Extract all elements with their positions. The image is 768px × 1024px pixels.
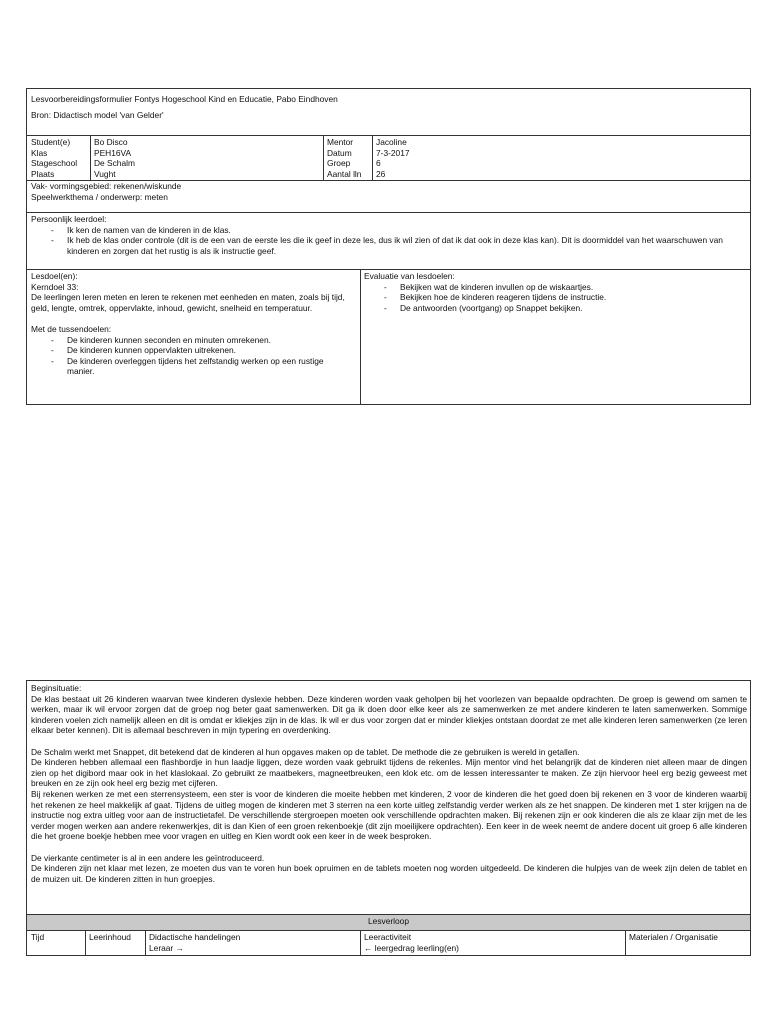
label-groep: Groep	[327, 158, 351, 169]
kerndoel-label: Kerndoel 33:	[31, 281, 79, 292]
label-mentor: Mentor	[327, 137, 354, 147]
col-materials: Materialen / Organisatie	[629, 932, 718, 942]
col-activity: Leeractiviteit	[364, 932, 412, 942]
form-source: Bron: Didactisch model 'van Gelder'	[31, 110, 164, 120]
lesson-form-top	[26, 88, 751, 405]
subject-section	[31, 181, 181, 202]
value-klas: PEH16VA	[94, 147, 132, 158]
label-klas: Klas	[31, 147, 48, 158]
personal-goal-item: - Ik heb de klas onder controle (dit is de een van de eerste les die ik geef in deze les, dus ik wil zien of dat ik dat ook in deze klas kan). Dit is doormiddel van het waarschuwen van kinderen en zorgen dat het rustig is als ik instructie geef.	[31, 235, 746, 256]
lesson-goals-description: De leerlingen leren meten en leren te rekenen met eenheden en maten, zoals bij tijd, geld, lengte, omtrek, oppervlakte, inhoud, gewicht, snelheid en temperatuur.	[31, 292, 345, 313]
value-datum: 7-3-2017	[376, 147, 410, 158]
label-aantal: Aantal lln	[327, 168, 362, 179]
evaluation-item: - De antwoorden (voortgang) op Snappet bekijken.	[364, 303, 746, 314]
start-situation-paragraph: Bij rekenen werken ze met een sterrensysteem, een ster is voor de kinderen die moeite hebben met kinderen, 2 voor de kinderen die het goed doen bij rekenen en 3 voor de kinderen waarbij het rekenen ze heel makkelijk af gaat. Tijdens de uitleg mogen de kinderen met 3 sterren na een korte uitleg zelfstandig verder werken als ze het snappen. De kinderen met 1 ster krijgen na de instructie nog extra uitleg voor aan de instructietafel. De verschillende stergroepen moeten ook verschillende opdrachten maken. Bij rekenen zijn er ook kinderen die als ze klaar zijn met de les verder mogen werken aan andere rekenwerkjes, dit is dan Kien of een groen rekenboekje (dit zijn moeilijkere opdrachten). Een keer in de week neemt de andere docent uit groep 6 alle kinderen die het groene boekje hebben mee voor vragen en uitleg en Kien wordt ook een keer in de week besproken.	[31, 788, 747, 842]
sub-goals-title: Met de tussendoelen:	[31, 323, 112, 334]
label-student: Student(e)	[31, 137, 71, 147]
col-content: Leerinhoud	[89, 932, 131, 942]
personal-goal-section	[31, 214, 746, 256]
col-activity-sub: ← leergedrag leerling(en)	[364, 942, 459, 953]
start-situation-paragraph: De kinderen zijn net klaar met lezen, ze moeten dus van te voren hun boek opruimen en de tablets moeten nog worden uitgedeeld. De kinderen die hulpjes van de week zijn delen de tablet en de muizen uit. De kinderen zitten in hun groepjes.	[31, 863, 747, 884]
start-situation-paragraph: De klas bestaat uit 26 kinderen waarvan twee kinderen dyslexie hebben. Deze kinderen worden vaak geholpen bij het voorlezen van bepaalde opdrachten. De groep is gewend om samen te werken, maar ik wil ervoor zorgen dat de groep nog beter gaat samenwerken. Dit ga ik doen door elke keer als ze samenwerken ze met andere kinderen te laten samenwerken. Sommige kinderen voelen zich namelijk alleen en dit is omdat er kliekjes zijn in de klas. Ik wil er dus voor zorgen dat er minder kliekjes ontstaan doordat ze met alle kinderen leren samenwerken (ze leren elkaar beter kennen). Dit is allemaal beschreven in mijn typering en overdenking.	[31, 693, 747, 736]
start-situation-section	[31, 683, 747, 884]
lesson-flow-title: Lesverloop	[368, 916, 409, 926]
start-situation-paragraph: De Schalm werkt met Snappet, dit betekend dat de kinderen al hun opgaves maken op de tablet. De methode die ze gebruiken is wereld in getallen.	[31, 746, 580, 757]
label-stageschool: Stageschool	[31, 158, 78, 169]
lesson-flow-header-row	[27, 931, 750, 955]
evaluation-title: Evaluatie van lesdoelen:	[364, 271, 455, 281]
value-plaats: Vught	[94, 168, 116, 179]
value-stageschool: De Schalm	[94, 158, 135, 169]
lesson-goals-title: Lesdoel(en):	[31, 271, 78, 281]
label-plaats: Plaats	[31, 168, 55, 179]
sub-goal-item: - De kinderen kunnen oppervlakten uitrekenen.	[31, 345, 355, 356]
subject-area: Vak- vormingsgebied: rekenen/wiskunde	[31, 181, 182, 191]
value-student: Bo Disco	[94, 137, 128, 147]
evaluation-item: - Bekijken hoe de kinderen reageren tijdens de instructie.	[364, 292, 746, 303]
start-situation-paragraph: De kinderen hebben allemaal een flashbordje in hun laadje liggen, deze worden vaak gebruikt tijdens de rekenles. Mijn mentor vind het belangrijk dat de kinderen niet alleen maar de dingen zien op het digibord maar ook in het klaslokaal. Zo gebruikt ze maatbekers, magneetbreuken, een klok etc. om de lessen interessanter te maken. Ze zijn hiervoor heel erg bezig geweest met breuken en ze zijn ook heel erg bezig met cijferen.	[31, 757, 747, 789]
col-time: Tijd	[31, 932, 45, 942]
student-info-table	[27, 136, 750, 180]
label-datum: Datum	[327, 147, 352, 158]
personal-goal-item: - Ik ken de namen van de kinderen in de klas.	[31, 225, 746, 236]
evaluation-section	[364, 271, 746, 313]
sub-goal-item: - De kinderen overleggen tijdens het zelfstandig werken op een rustige manier.	[31, 356, 355, 377]
lesson-goals-section	[31, 271, 355, 377]
col-didactic: Didactische handelingen	[149, 932, 241, 942]
lesson-form-bottom	[26, 680, 751, 956]
personal-goal-title: Persoonlijk leerdoel:	[31, 214, 107, 224]
evaluation-item: - Bekijken wat de kinderen invullen op de wiskaartjes.	[364, 282, 746, 293]
col-didactic-sub: Leraar →	[149, 942, 184, 953]
sub-goal-item: - De kinderen kunnen seconden en minuten omrekenen.	[31, 335, 355, 346]
value-mentor: Jacoline	[376, 137, 407, 147]
form-title: Lesvoorbereidingsformulier Fontys Hogeschool Kind en Educatie, Pabo Eindhoven	[31, 94, 338, 104]
subject-topic: Speelwerkthema / onderwerp: meten	[31, 191, 168, 202]
start-situation-title: Beginsituatie:	[31, 683, 82, 693]
value-groep: 6	[376, 158, 381, 169]
value-aantal: 26	[376, 168, 386, 179]
start-situation-paragraph: De vierkante centimeter is al in een andere les geïntroduceerd.	[31, 852, 265, 863]
